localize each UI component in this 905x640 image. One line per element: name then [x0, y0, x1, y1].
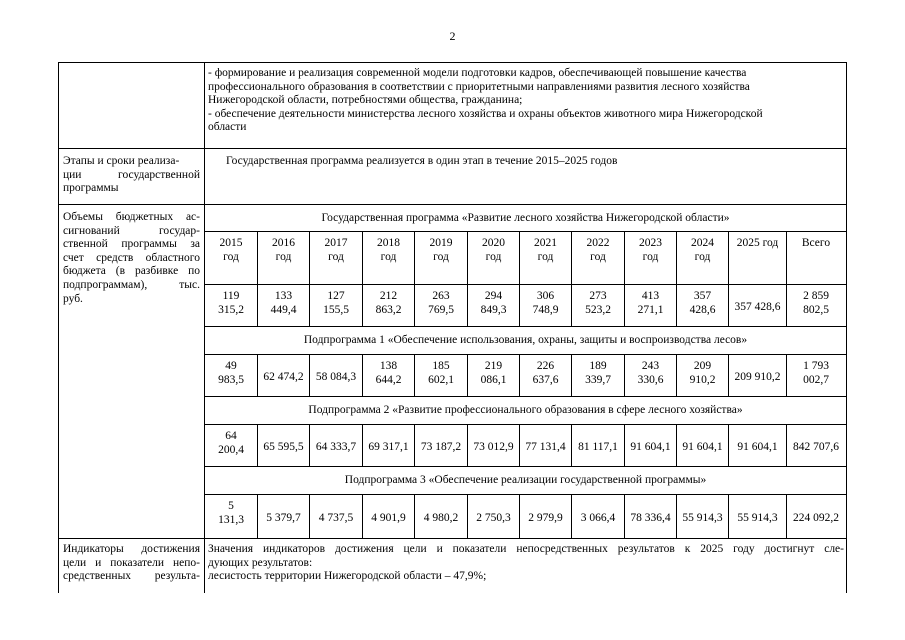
year-header-cell: [572, 234, 624, 282]
goals-text: [208, 67, 842, 135]
sub3-title: Подпрограмма 3 «Обеспечение реализации государственной программы»: [344, 474, 707, 486]
year-header-cell: [729, 234, 786, 282]
sub1-value-cell-line: 637,6: [532, 373, 559, 386]
program-value-cell-line: 802,5: [803, 303, 829, 316]
program-value-cell: [677, 287, 728, 325]
sub2-value-cell: [468, 427, 519, 465]
sub3-value-cell-line: 224 092,2: [793, 511, 839, 524]
sub3-value-cell-line: 4 980,2: [423, 511, 459, 524]
year-header-cell-line: 2018: [377, 237, 400, 249]
indicators-label-line: Индикаторы достижения: [63, 543, 200, 555]
program-value-cell-line: 863,2: [375, 303, 402, 316]
program-value-cell-line: 119: [222, 290, 240, 302]
sub1-value-cell-line: 138: [379, 360, 398, 372]
sub2-value-cell-line: 73 187,2: [420, 440, 462, 453]
year-header-cell: [363, 234, 414, 282]
program-value-cell-line: 133: [274, 290, 293, 302]
indicators-text: [208, 543, 844, 584]
sub3-value-cell-line: 3 066,4: [580, 511, 616, 524]
sub1-value-cell-line: 602,1: [428, 373, 454, 386]
year-header-cell: [258, 234, 309, 282]
sub3-value-cell: [310, 497, 362, 537]
sub3-value-cell-line: 78 336,4: [630, 511, 671, 524]
program-value-cell: [625, 287, 676, 325]
sub3-value-cell-line: 4 737,5: [318, 511, 354, 524]
goals-line: Нижегородской области, потребностями общества, гражданина;: [208, 94, 523, 107]
year-header-cell-line: год: [380, 250, 397, 263]
sub2-value-cell: [363, 427, 414, 465]
sub2-title: Подпрограмма 2 «Развитие профессионального образования в сфере лесного хозяйства»: [308, 404, 743, 416]
row-divider: [58, 148, 847, 149]
year-header-cell-line: год: [537, 250, 554, 263]
sub2-value-cell: [572, 427, 624, 465]
year-header-cell-line: 2019: [429, 237, 453, 249]
year-header-cell-line: Всего: [801, 237, 831, 249]
sub1-value-cell: [415, 357, 467, 395]
program-value-cell: [468, 287, 519, 325]
year-header-cell: [310, 234, 362, 282]
indicators-line: дующих результатов:: [208, 556, 313, 569]
sub1-value-cell-line: 243: [641, 360, 660, 372]
program-value-cell-line: 294: [484, 290, 503, 302]
year-header-cell-line: год: [275, 250, 292, 263]
sub1-value-cell: [258, 357, 309, 395]
year-header-cell: [205, 234, 257, 282]
program-value-cell: [787, 287, 845, 325]
program-value-cell: [729, 287, 786, 325]
sub1-value-cell-line: 49: [225, 360, 237, 372]
year-header-cell-line: 2023: [639, 237, 662, 249]
indicators-label-line: средственных результа-: [63, 570, 200, 583]
table-border-top: [58, 62, 847, 63]
indicators-line: лесистость территории Нижегородской области – 47,9%;: [208, 570, 487, 583]
page-number: 2: [449, 29, 456, 43]
sub1-value-cell-line: 219: [484, 360, 503, 372]
sub1-value-cell-line: 209: [693, 360, 712, 372]
sub1-value-cell: [520, 357, 571, 395]
sub1-value-cell-line: 185: [432, 360, 450, 372]
sub2-value-cell-line: 77 131,4: [525, 440, 566, 453]
year-header-cell-line: год: [433, 250, 449, 263]
indicators-label-line: цели и показатели непо-: [63, 556, 200, 569]
sub3-value-cell: [363, 497, 414, 537]
year-header-cell-line: 2025 год: [736, 237, 779, 249]
goals-line: - формирование и реализация современной модели подготовки кадров, обеспечивающей повышение качества: [208, 67, 747, 79]
sub2-value-cell-line: 64 333,7: [315, 440, 357, 453]
budget-row-divider: [204, 231, 847, 232]
sub1-title: Подпрограмма 1 «Обеспечение использования, охраны, защиты и воспроизводства лесов»: [303, 334, 748, 346]
sub1-value-cell: [787, 357, 845, 395]
sub1-value-cell: [310, 357, 362, 395]
program-value-cell-line: 271,1: [637, 303, 664, 316]
stages-label: [59, 155, 204, 196]
sub3-value-cell-line: 2 979,9: [528, 511, 563, 524]
sub1-value-cell-line: 226: [536, 360, 555, 372]
budget-label-line: ственной программы за: [63, 238, 200, 251]
sub1-value-cell: [363, 357, 414, 395]
sub1-value-cell: [729, 357, 786, 395]
year-header-cell-line: 2024: [691, 237, 714, 249]
sub1-value-cell-line: 1 793: [803, 360, 829, 372]
program-value-cell: [572, 287, 624, 325]
program-value-cell: [520, 287, 571, 325]
program-value-cell-line: 769,5: [428, 303, 454, 316]
sub2-value-cell: [415, 427, 467, 465]
sub1-value-cell-line: 189: [589, 360, 607, 372]
sub2-value-cell-line: 64: [225, 430, 237, 442]
sub3-value-cell-line: 131,3: [218, 513, 244, 526]
budget-row-divider: [204, 494, 847, 495]
budget-row-divider: [204, 396, 847, 397]
indicators-line: Значения индикаторов достижения цели и показатели непосредственных результатов к 2025 году достигнут сле-: [208, 543, 844, 555]
sub2-value-cell-line: 91 604,1: [682, 440, 723, 453]
sub1-value-cell-line: 910,2: [689, 373, 716, 386]
passport-table: [58, 62, 847, 593]
sub1-value-cell-line: 644,2: [375, 373, 402, 386]
year-header-cell-line: 2020: [482, 237, 505, 249]
program-value-cell-line: 849,3: [480, 303, 507, 316]
stages-label-line: программы: [63, 182, 119, 195]
table-border-left: [58, 62, 59, 593]
sub1-value-cell-line: 339,7: [585, 373, 611, 386]
year-header-cell: [677, 234, 728, 282]
sub1-value-cell-line: 58 084,3: [315, 370, 357, 383]
goals-line: профессионального образования в соответствии с приоритетными направлениями развития лесного хозяйства: [208, 80, 750, 93]
program-title: Государственная программа «Развитие лесного хозяйства Нижегородской области»: [321, 212, 730, 224]
sub1-value-cell: [205, 357, 257, 395]
year-header-cell-line: год: [223, 250, 239, 263]
sub3-value-cell: [787, 497, 845, 537]
year-header-cell-line: 2015: [219, 237, 243, 249]
program-value-cell: [205, 287, 257, 325]
year-header-cell-line: 2021: [534, 237, 557, 249]
budget-label-line: бюджета (в разбивке по: [63, 265, 200, 278]
sub3-value-cell: [520, 497, 571, 537]
sub2-value-cell: [787, 427, 845, 465]
sub3-value-cell: [729, 497, 786, 537]
sub3-value-cell: [205, 497, 257, 537]
program-value-cell-line: 428,6: [689, 303, 716, 316]
sub2-value-cell-line: 200,4: [218, 443, 244, 456]
sub2-value-cell: [205, 427, 257, 465]
table-border-right: [846, 62, 847, 593]
budget-row-divider: [204, 466, 847, 467]
program-value-cell-line: 357: [693, 290, 712, 302]
program-value-cell-line: 413: [641, 290, 660, 302]
budget-label-line: Объемы бюджетных ас-: [63, 211, 200, 223]
year-header-cell: [468, 234, 519, 282]
sub2-value-cell: [310, 427, 362, 465]
program-value-cell-line: 449,4: [270, 303, 297, 316]
budget-row-divider: [204, 424, 847, 425]
year-header-cell-line: год: [694, 250, 711, 263]
sub3-value-cell-line: 5 379,7: [266, 511, 301, 524]
sub2-value-cell: [520, 427, 571, 465]
sub2-value-cell: [258, 427, 309, 465]
program-value-cell-line: 306: [536, 290, 555, 302]
budget-label: [59, 211, 204, 306]
sub3-value-cell-line: 2 750,3: [476, 511, 511, 524]
sub2-value-cell: [729, 427, 786, 465]
year-header-cell: [415, 234, 467, 282]
sub1-value-cell: [625, 357, 676, 395]
budget-label-line: руб.: [63, 292, 83, 305]
sub3-value-cell: [677, 497, 728, 537]
sub2-value-cell: [625, 427, 676, 465]
program-value-cell-line: 212: [379, 290, 398, 302]
sub2-value-cell-line: 81 117,1: [578, 440, 618, 453]
sub3-value-cell: [468, 497, 519, 537]
sub1-value-cell-line: 086,1: [480, 373, 507, 386]
program-value-cell-line: 155,5: [323, 303, 349, 316]
program-value-cell: [415, 287, 467, 325]
sub2-value-cell-line: 91 604,1: [737, 440, 778, 453]
sub1-value-cell: [468, 357, 519, 395]
budget-row-divider: [204, 284, 847, 285]
year-header-cell-line: год: [328, 250, 344, 263]
budget-row-divider: [204, 354, 847, 355]
budget-label-line: подпрограммам), тыс.: [63, 278, 200, 291]
stages-label-line: Этапы и сроки реализа-: [63, 155, 180, 167]
budget-label-line: сигнований государ-: [63, 224, 200, 237]
stages-label-line: ции государственной: [63, 168, 200, 181]
stages-text: Государственная программа реализуется в один этап в течение 2015–2025 годов: [226, 155, 618, 167]
goals-line: области: [208, 121, 247, 134]
year-header-cell-line: год: [590, 250, 606, 263]
indicators-label: [59, 543, 204, 584]
sub2-value-cell-line: 842 707,6: [793, 440, 839, 453]
sub1-value-cell-line: 983,5: [218, 373, 244, 386]
program-value-cell-line: 315,2: [218, 303, 244, 316]
sub2-value-cell-line: 91 604,1: [630, 440, 671, 453]
program-value-cell: [363, 287, 414, 325]
sub3-value-cell: [572, 497, 624, 537]
budget-row-divider: [204, 326, 847, 327]
year-header-cell: [787, 234, 845, 282]
sub1-value-cell-line: 209 910,2: [734, 370, 781, 383]
row-divider: [58, 204, 847, 205]
sub3-value-cell-line: 5: [228, 500, 234, 512]
program-value-cell-line: 127: [327, 290, 345, 302]
sub1-value-cell: [572, 357, 624, 395]
year-header-cell-line: год: [642, 250, 659, 263]
year-header-cell-line: 2017: [324, 237, 348, 249]
sub3-value-cell: [625, 497, 676, 537]
program-value-cell-line: 273: [589, 290, 607, 302]
sub3-value-cell: [258, 497, 309, 537]
sub1-value-cell-line: 330,6: [637, 373, 664, 386]
sub2-value-cell-line: 69 317,1: [368, 440, 409, 453]
program-value-cell-line: 748,9: [532, 303, 559, 316]
row-divider: [58, 538, 847, 539]
sub3-value-cell: [415, 497, 467, 537]
sub2-value-cell-line: 73 012,9: [473, 440, 514, 453]
program-value-cell-line: 357 428,6: [734, 300, 781, 313]
sub1-value-cell-line: 002,7: [803, 373, 829, 386]
year-header-cell-line: год: [485, 250, 502, 263]
sub1-value-cell-line: 62 474,2: [263, 370, 304, 383]
sub2-value-cell: [677, 427, 728, 465]
year-header-cell-line: 2022: [586, 237, 610, 249]
goals-line: - обеспечение деятельности министерства лесного хозяйства и охраны объектов животного мира Нижегородской: [208, 107, 763, 120]
program-value-cell-line: 2 859: [803, 290, 829, 302]
year-header-cell-line: 2016: [272, 237, 295, 249]
sub1-value-cell: [677, 357, 728, 395]
program-value-cell-line: 523,2: [585, 303, 611, 316]
program-value-cell: [258, 287, 309, 325]
program-value-cell-line: 263: [432, 290, 450, 302]
year-header-cell: [520, 234, 571, 282]
sub2-value-cell-line: 65 595,5: [263, 440, 304, 453]
sub3-value-cell-line: 55 914,3: [682, 511, 723, 524]
budget-label-line: счет средств областного: [63, 251, 200, 264]
sub3-value-cell-line: 4 901,9: [371, 511, 406, 524]
year-header-cell: [625, 234, 676, 282]
sub3-value-cell-line: 55 914,3: [737, 511, 778, 524]
program-value-cell: [310, 287, 362, 325]
